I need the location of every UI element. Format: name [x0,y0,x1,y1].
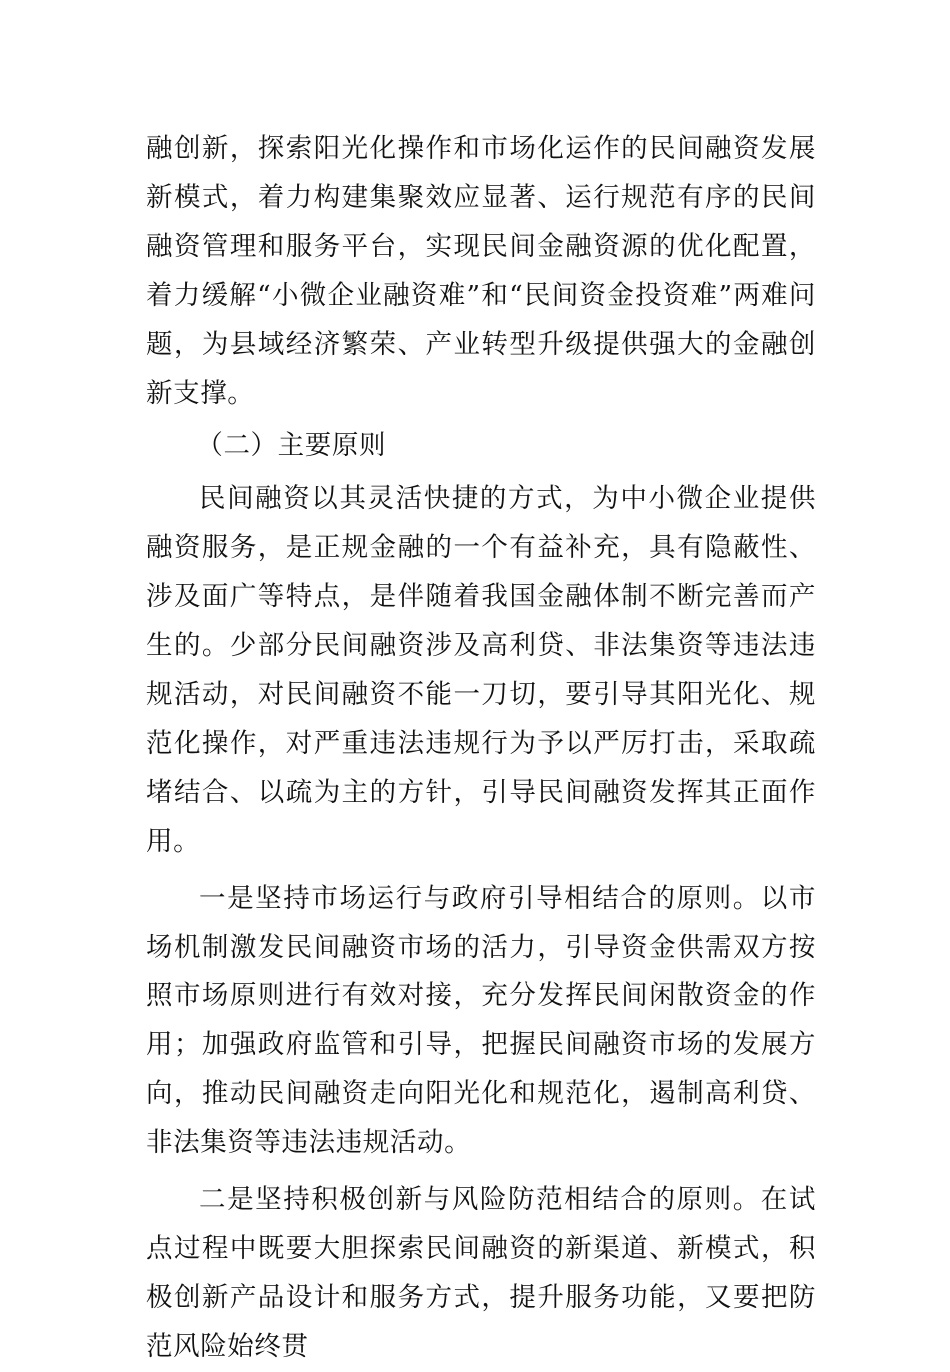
section-heading: （二）主要原则 [196,430,387,462]
paragraph-principle-one: 一是坚持市场运行与政府引导相结合的原则。以市场机制激发民间融资市场的活力，引导资金供需双方按照市场原则进行有效对接，充分发挥民间闲散资金的作用；加强政府监管和引导，把握民间融资市场的发展方向，推动民间融资走向阳光化和规范化，遏制高利贷、非法集资等违法违规活动。 [146,882,816,1159]
paragraph-main-principles: 民间融资以其灵活快捷的方式，为中小微企业提供融资服务，是正规金融的一个有益补充，具有隐蔽性、涉及面广等特点，是伴随着我国金融体制不断完善而产生的。少部分民间融资涉及高利贷、非法集资等违法违规活动，对民间融资不能一刀切，要引导其阳光化、规范化操作，对严重违法违规行为予以严厉打击，采取疏堵结合、以疏为主的方针，引导民间融资发挥其正面作用。 [146,483,816,857]
document-body [146,125,816,1372]
paragraph-continuation: 融创新，探索阳光化操作和市场化运作的民间融资发展新模式，着力构建集聚效应显著、运行规范有序的民间融资管理和服务平台，实现民间金融资源的优化配置，着力缓解“小微企业融资难”和“民间资金投资难”两难问题，为县域经济繁荣、产业转型升级提供强大的金融创新支撑。 [146,133,816,409]
paragraph-principle-two: 二是坚持积极创新与风险防范相结合的原则。在试点过程中既要大胆探索民间融资的新渠道、新模式，积极创新产品设计和服务方式，提升服务功能，又要把防范风险始终贯 [146,1184,816,1362]
